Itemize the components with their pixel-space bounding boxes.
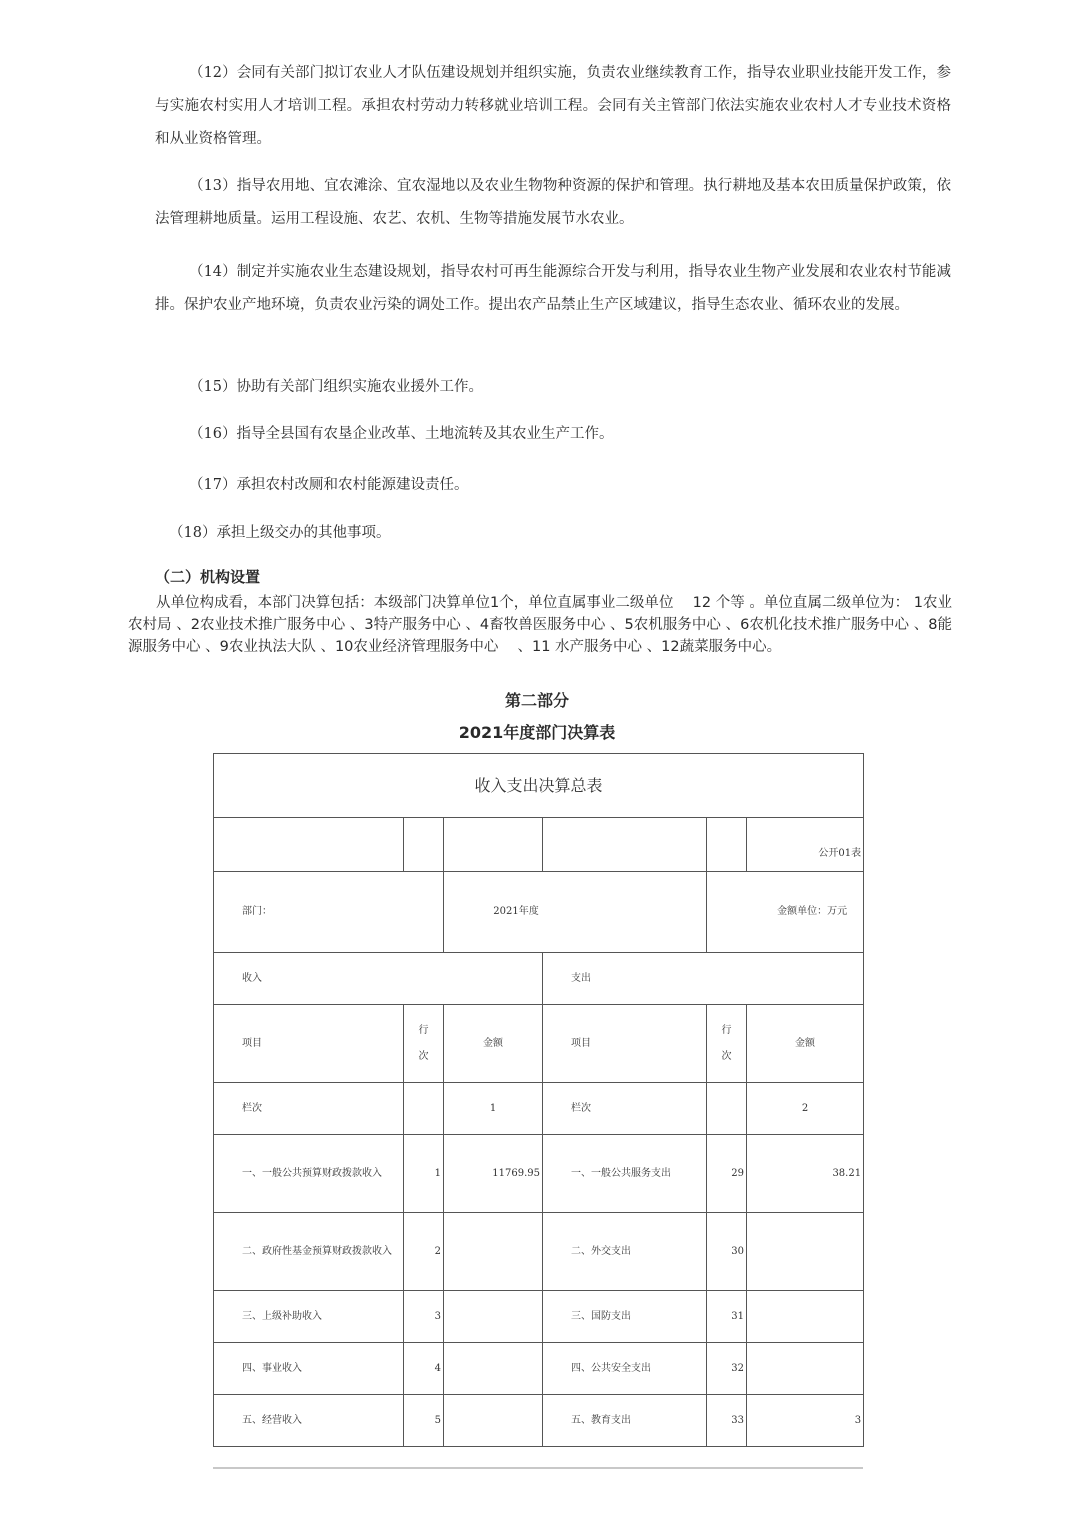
table-caption: 收入支出决算总表 [214, 754, 864, 818]
expense-row-no: 33 [707, 1395, 747, 1447]
expense-row-no: 31 [707, 1291, 747, 1343]
income-amount: 11769.95 [444, 1135, 543, 1213]
amount-unit: 金额单位：万元 [707, 872, 864, 953]
income-item: 四、事业收入 [214, 1343, 404, 1395]
table-row [214, 1395, 864, 1447]
col-amount-expense: 金额 [747, 1005, 864, 1083]
table-row [214, 1343, 864, 1395]
income-item: 三、上级补助收入 [214, 1291, 404, 1343]
expense-item: 一、一般公共服务支出 [543, 1135, 707, 1213]
table-row [214, 1135, 864, 1213]
income-item: 二、政府性基金预算财政拨款收入 [214, 1213, 404, 1291]
col-item-expense: 项目 [543, 1005, 707, 1083]
table-row [214, 1291, 864, 1343]
table-row [214, 1213, 864, 1291]
blank-cell [214, 818, 404, 872]
blank-cell [707, 818, 747, 872]
duty-paragraph-15: （15）协助有关部门组织实施农业援外工作。 [189, 379, 483, 395]
blank-cell [404, 1083, 444, 1135]
income-amount [444, 1291, 543, 1343]
income-item: 一、一般公共预算财政拨款收入 [214, 1135, 404, 1213]
expense-row-no: 30 [707, 1213, 747, 1291]
org-section-text: 从单位构成看，本部门决算包括：本级部门决算单位1个，单位直属事业二级单位 12 个等 。单位直属二级单位为： 1农业农村局 、2农业技术推广服务中心 、3特产服务中心 、4畜牧兽医服务中心 、5农机服务中心 、6农机化技术推广服务中心 、8能源服务中心 、9农业执法大队 、10农业经济管理服务中心 、11 水产服务中心 、12蔬菜服务中心。 [128, 595, 952, 655]
expense-row-no: 29 [707, 1135, 747, 1213]
expense-item: 五、教育支出 [543, 1395, 707, 1447]
blank-cell [707, 1083, 747, 1135]
expense-row-no: 32 [707, 1343, 747, 1395]
index-expense: 2 [747, 1083, 864, 1135]
index-label-expense: 栏次 [543, 1083, 707, 1135]
part-subtitle: 2021年度部门决算表 [458, 723, 616, 742]
form-number: 公开01表 [747, 818, 864, 872]
duty-paragraph-16: （16）指导全县国有农垦企业改革、土地流转及其农业生产工作。 [189, 426, 614, 442]
income-header: 收入 [214, 953, 543, 1005]
expense-header: 支出 [543, 953, 864, 1005]
col-amount-income: 金额 [444, 1005, 543, 1083]
page-footer-divider [213, 1467, 863, 1469]
income-row-no: 5 [404, 1395, 444, 1447]
duty-paragraph-17: （17）承担农村改厕和农村能源建设责任。 [189, 477, 469, 493]
part-title: 第二部分 [504, 691, 569, 710]
expense-amount [747, 1291, 864, 1343]
col-item-income: 项目 [214, 1005, 404, 1083]
expense-item: 四、公共安全支出 [543, 1343, 707, 1395]
expense-amount [747, 1343, 864, 1395]
expense-amount [747, 1213, 864, 1291]
col-row-income: 行次 [404, 1005, 444, 1083]
duty-paragraph-14: （14）制定并实施农业生态建设规划，指导农村可再生能源综合开发与利用，指导农业生物产业发展和农业农村节能减排。保护农业产地环境，负责农业污染的调处工作。提出农产品禁止生产区域建议，指导生态农业、循环农业的发展。 [155, 264, 951, 313]
expense-amount: 38.21 [747, 1135, 864, 1213]
income-amount [444, 1213, 543, 1291]
income-expense-table [213, 753, 864, 1447]
income-row-no: 3 [404, 1291, 444, 1343]
income-row-no: 4 [404, 1343, 444, 1395]
income-row-no: 1 [404, 1135, 444, 1213]
income-amount [444, 1343, 543, 1395]
income-amount [444, 1395, 543, 1447]
expense-item: 三、国防支出 [543, 1291, 707, 1343]
income-item: 五、经营收入 [214, 1395, 404, 1447]
blank-cell [444, 818, 543, 872]
report-year: 2021年度 [444, 872, 707, 953]
org-section-heading: （二）机构设置 [155, 568, 261, 586]
index-label-income: 栏次 [214, 1083, 404, 1135]
income-row-no: 2 [404, 1213, 444, 1291]
expense-amount: 3 [747, 1395, 864, 1447]
index-income: 1 [444, 1083, 543, 1135]
col-row-expense: 行次 [707, 1005, 747, 1083]
blank-cell [543, 818, 707, 872]
blank-cell [404, 818, 444, 872]
duty-paragraph-18: （18）承担上级交办的其他事项。 [169, 525, 391, 541]
duty-paragraph-12: （12）会同有关部门拟订农业人才队伍建设规划并组织实施，负责农业继续教育工作，指导农业职业技能开发工作，参与实施农村实用人才培训工程。承担农村劳动力转移就业培训工程。会同有关主管部门依法实施农业农村人才专业技术资格和从业资格管理。 [155, 65, 951, 147]
expense-item: 二、外交支出 [543, 1213, 707, 1291]
duty-paragraph-13: （13）指导农用地、宜农滩涂、宜农湿地以及农业生物物种资源的保护和管理。执行耕地及基本农田质量保护政策，依法管理耕地质量。运用工程设施、农艺、农机、生物等措施发展节水农业。 [155, 178, 951, 227]
dept-label: 部门： [214, 872, 444, 953]
